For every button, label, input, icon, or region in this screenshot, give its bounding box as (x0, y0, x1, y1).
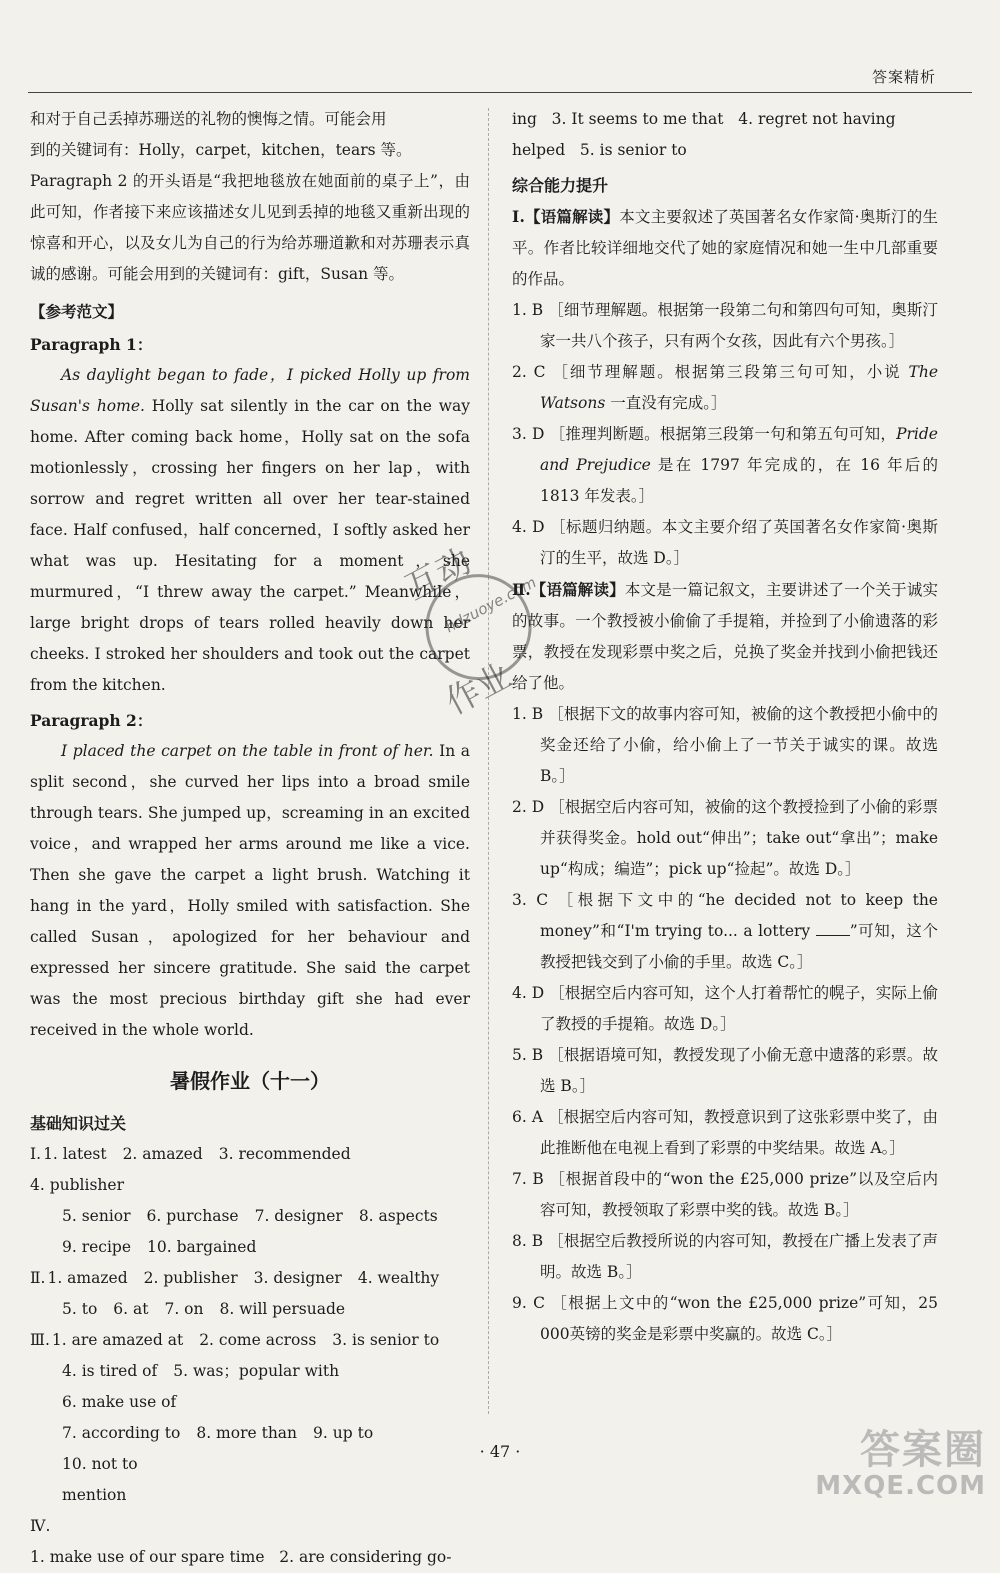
stamp-text-3: hdzuoye.com (442, 573, 540, 637)
page-number: · 47 · (479, 1442, 521, 1461)
exercise-1-row-1: Ⅰ. 1. latest 2. amazed 3. recommended 4. publisher (30, 1145, 351, 1194)
passage2-answer-3: 3. C ［根据下文中的“he decided not to keep the money”和“I'm trying to... a lottery ”可知，这个教授把钱交到了小偷的手里。故选 C。］ (512, 891, 938, 971)
left-column (30, 104, 470, 1573)
passage2-text: 本文是一篇记叙文，主要讲述了一个关于诚实的故事。一个教授被小偷偷了手提箱，并捡到了小偷遗落的彩票，教授在发现彩票中奖之后，兑换了奖金并找到小偷把钱还给了他。 (512, 581, 938, 692)
continued-line-2: helped 5. is senior to (512, 141, 687, 159)
passage2-answer-9: 9. C ［根据上文中的“won the £25,000 prize”可知，25 000英镑的奖金是彩票中奖赢的。故选 C。］ (512, 1294, 939, 1343)
exercise-3-row-2: 4. is tired of 5. was；popular with 6. make use of (62, 1362, 340, 1411)
passage2-answer-5: 5. B ［根据语境可知，教授发现了小偷无意中遗落的彩票。故选 B。］ (512, 1046, 938, 1095)
passage2-label: Ⅱ.【语篇解读】 (512, 580, 625, 599)
passage1-label: Ⅰ.【语篇解读】 (512, 207, 620, 226)
exercise-4-row-1: Ⅳ. 1. make use of our spare time 2. are considering go- (30, 1517, 452, 1566)
passage2-answer-6: 6. A ［根据空后内容可知，教授意识到了这张彩票中奖了，由此推断他在电视上看到了彩票的中奖结果。故选 A。］ (512, 1108, 938, 1157)
exercise-1 (30, 1139, 470, 1263)
site-watermark (815, 1418, 986, 1501)
passage1-text: 本文主要叙述了英国著名女作家简·奥斯汀的生平。作者比较详细地交代了她的家庭情况和她一生中几部重要的作品。 (512, 208, 938, 288)
para2-intro: Paragraph 2 的开头语是“我把地毯放在她面前的桌子上”，由此可知，作者接下来应该描述女儿见到丢掉的地毯又重新出现的惊喜和开心，以及女儿为自己的行为给苏珊道歉和对苏珊表示真诚的感谢。可能会用到的关键词有：gift，Susan 等。 (30, 172, 470, 283)
stamp-text-1: 互动 (398, 541, 478, 609)
reference-label: 【参考范文】 (30, 302, 124, 321)
continued-line-1: ing 3. It seems to me that 4. regret not having (512, 110, 896, 128)
exercise-2 (30, 1263, 470, 1325)
passage2-answer-2: 2. D ［根据空后内容可知，被偷的这个教授捡到了小偷的彩票并获得奖金。hold out“伸出”；take out“拿出”；make up“构成；编造”；pick up“捡起”。故选 D。］ (512, 798, 938, 878)
exercise-3-row-4: mention (62, 1486, 127, 1504)
exercise-2-row-1: Ⅱ. 1. amazed 2. publisher 3. designer 4. wealthy (30, 1269, 440, 1287)
passage2-answer-1: 1. B ［根据下文的故事内容可知，被偷的这个教授把小偷中的奖金还给了小偷，给小偷上了一节关于诚实的课。故选 B。］ (512, 705, 938, 785)
watermark-line-1: 答案圈 (860, 1427, 986, 1473)
exercise-2-row-2: 5. to 6. at 7. on 8. will persuade (62, 1300, 346, 1318)
exercise-1-row-2: 5. senior 6. purchase 7. designer 8. aspects (62, 1207, 438, 1225)
passage2-answer-8: 8. B ［根据空后教授所说的内容可知，教授在广播上发表了声明。故选 B。］ (512, 1232, 938, 1281)
passage1-answer-3: 3. D ［推理判断题。根据第三段第一句和第五句可知，Pride and Prejudice 是在 1797 年完成的，在 16 年后的 1813 年发表。］ (512, 425, 939, 505)
stamp-text-2: 作业 (439, 655, 519, 723)
exercise-4 (30, 1511, 470, 1573)
blank-line (816, 921, 850, 936)
passage1-answer-1: 1. B ［细节理解题。根据第一段第二句和第四句可知，奥斯汀家一共八个孩子，只有两个女孩，因此有六个男孩。］ (512, 301, 938, 350)
passage1-intro (512, 201, 938, 295)
header-rule (28, 92, 972, 93)
paragraph1-body: Holly sat silently in the car on the way home. After coming back home，Holly sat on the sofa motionlessly，crossing her fingers on her lap，with sorrow and regret written all over her tear-stained face. Half confused，half concerned，I softly asked her what was up. Hesitating for a moment，she murmured，“I threw away the carpet.” Meanwhile，large bright drops of tears rolled heavily down her cheeks. I stroked her shoulders and took out the carpet from the kitchen. (30, 397, 470, 694)
exercise-3-row-3: 7. according to 8. more than 9. up to 10. not to (62, 1424, 374, 1473)
intro-line-2: 到的关键词有：Holly，carpet，kitchen，tears 等。 (30, 141, 412, 159)
exercise-3 (30, 1325, 470, 1511)
passage2-answer-4: 4. D ［根据空后内容可知，这个人打着帮忙的幌子，实际上偷了教授的手提箱。故选 D。］ (512, 984, 938, 1033)
passage1-answer-2: 2. C ［细节理解题。根据第三段第三句可知，小说 The Watsons 一直没有完成。］ (512, 363, 938, 412)
paragraph1-text (30, 360, 470, 701)
section-title: 暑假作业（十一） (170, 1069, 330, 1093)
ability-title: 综合能力提升 (512, 176, 609, 195)
passage1-answer-4: 4. D ［标题归纳题。本文主要介绍了英国著名女作家简·奥斯汀的生平，故选 D。］ (512, 518, 938, 567)
exercise-1-row-3: 9. recipe 10. bargained (62, 1238, 257, 1256)
intro-line-1: 和对于自己丢掉苏珊送的礼物的懊悔之情。可能会用 (30, 110, 387, 128)
watermark-line-2: MXQE.COM (815, 1471, 986, 1501)
exercise-3-row-1: Ⅲ. 1. are amazed at 2. come across 3. is senior to (30, 1331, 440, 1349)
paragraph2-opening: I placed the carpet on the table in front of her. (61, 742, 434, 760)
running-header: 答案精析 (871, 68, 936, 86)
paragraph1-opening: As daylight began to fade，I picked Holly up from Susan's home. (30, 366, 470, 415)
column-divider (488, 108, 489, 1414)
passage2-answer-7: 7. B ［根据首段中的“won the £25,000 prize”以及空后内容可知，教授领取了彩票中奖的钱。故选 B。］ (512, 1170, 938, 1219)
paragraph2-body: In a split second，she curved her lips into a broad smile through tears. She jumped up，screaming in an excited voice，and wrapped her arms around me like a vice. Then she gave the carpet a light brush. Watching it hang in the yard，Holly smiled with satisfaction. She called Susan，apologized for her behaviour and expressed her sincere gratitude. She said the carpet was the most precious birthday gift she had ever received in the whole world. (30, 742, 470, 1039)
right-column (512, 104, 938, 1350)
paragraph2-text (30, 736, 470, 1046)
basic-knowledge-title: 基础知识过关 (30, 1114, 127, 1133)
passage2-intro (512, 574, 938, 699)
paragraph2-label: Paragraph 2： (30, 711, 153, 730)
paragraph1-label: Paragraph 1： (30, 335, 153, 354)
